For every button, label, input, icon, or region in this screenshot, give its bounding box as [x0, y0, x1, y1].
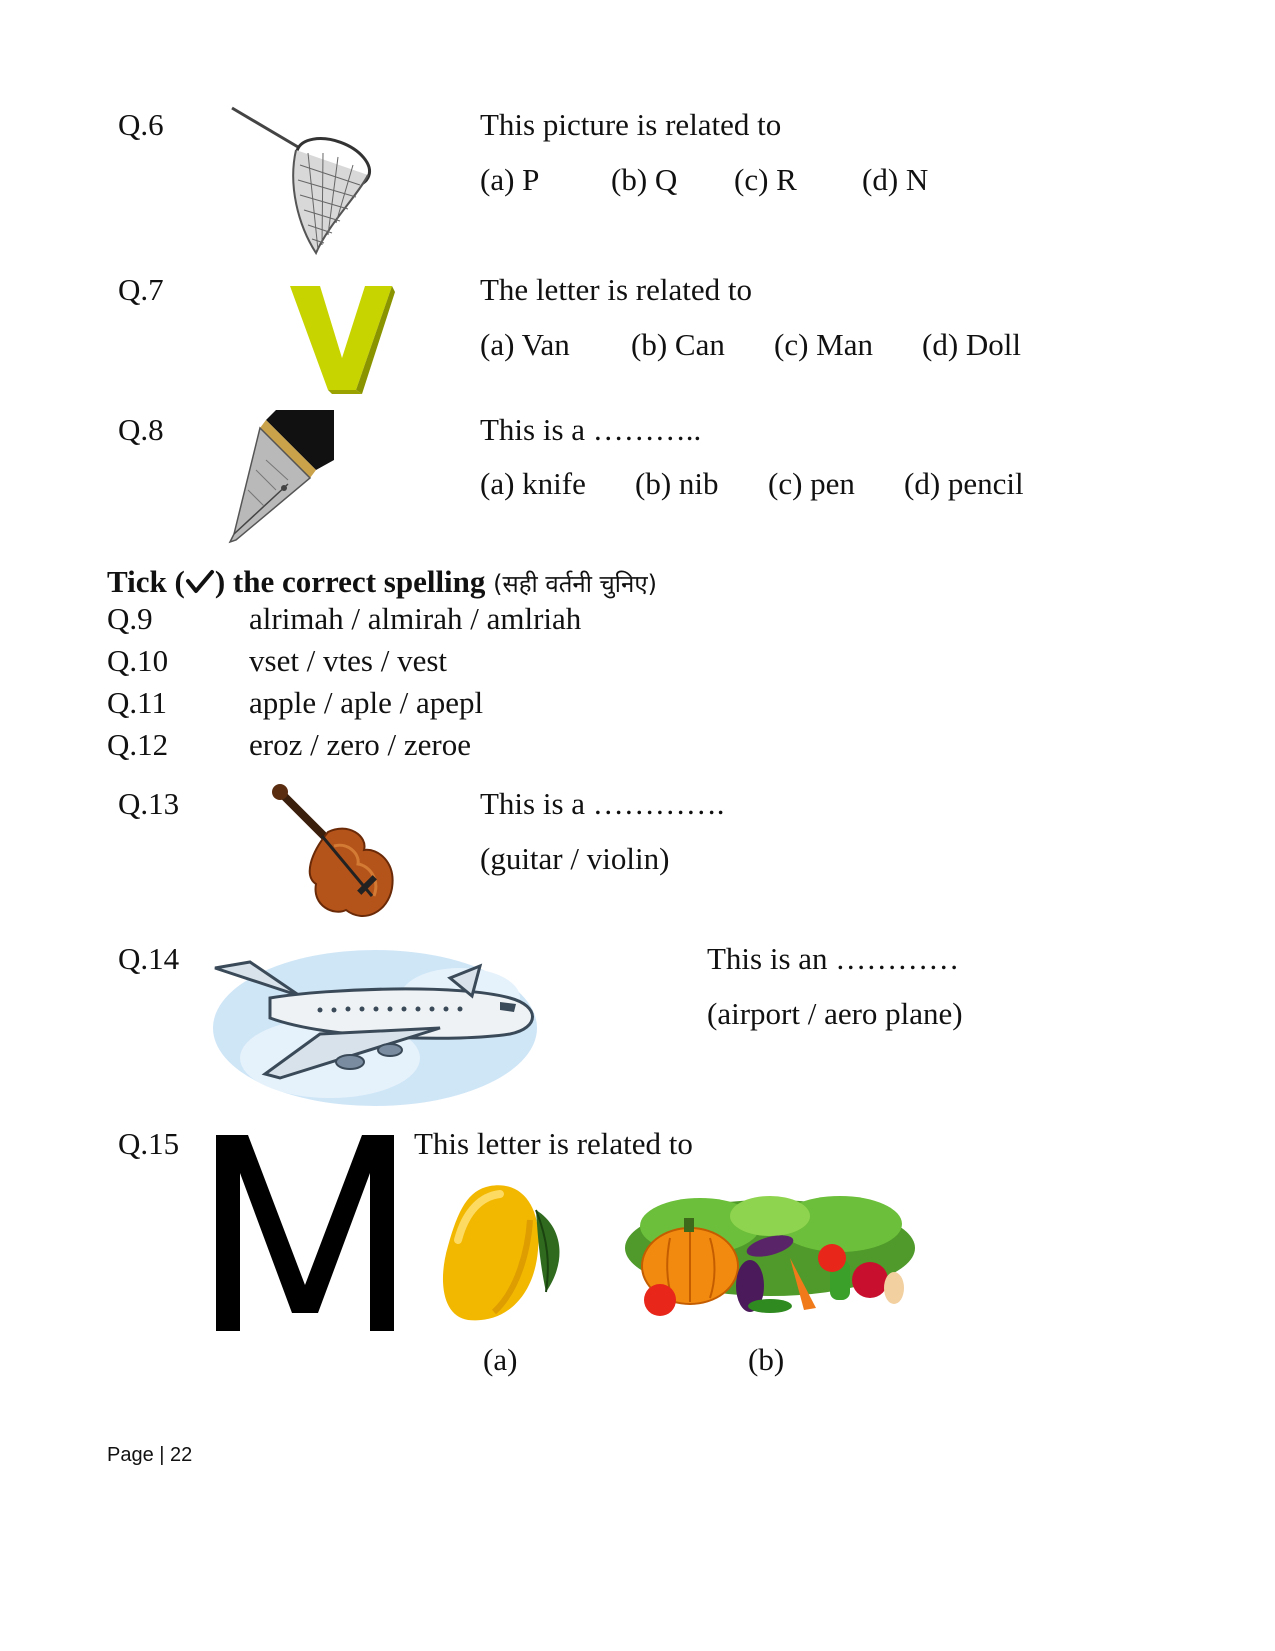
- page-label: Page: [107, 1444, 154, 1466]
- page-separator: |: [159, 1444, 165, 1466]
- heading-text-end: ) the correct spelling: [214, 564, 486, 599]
- options-row: [480, 162, 928, 198]
- spelling-number: Q.12: [107, 727, 169, 762]
- page-number: 22: [170, 1444, 193, 1466]
- question-number: Q.14: [118, 941, 180, 976]
- heading-text-start: Tick (: [107, 564, 185, 599]
- question-prompt: This is a ………….: [480, 786, 725, 821]
- option-b[interactable]: (b) nib: [635, 466, 719, 501]
- spelling-number: Q.11: [107, 685, 167, 720]
- spelling-heading: [107, 563, 657, 603]
- question-number: Q.15: [118, 1126, 180, 1161]
- spelling-number: Q.9: [107, 601, 153, 636]
- aeroplane-icon: [210, 938, 540, 1108]
- option-c[interactable]: (c) Man: [774, 327, 873, 362]
- spelling-choices[interactable]: eroz / zero / zeroe: [249, 727, 472, 762]
- options-row: [480, 466, 1024, 502]
- vegetables-icon[interactable]: [620, 1188, 918, 1318]
- option-d[interactable]: (d) N: [862, 162, 929, 197]
- question-number: Q.13: [118, 786, 180, 821]
- letter-v-graphic: [290, 282, 395, 394]
- letter-m-graphic: [216, 1135, 394, 1331]
- spelling-choices[interactable]: apple / aple / apepl: [249, 685, 484, 720]
- option-a-label[interactable]: (a): [483, 1342, 518, 1377]
- spelling-choices[interactable]: vset / vtes / vest: [249, 643, 448, 678]
- option-b[interactable]: (b) Q: [611, 162, 678, 197]
- fishing-net-icon: [228, 105, 373, 257]
- answer-choices[interactable]: (guitar / violin): [480, 841, 670, 876]
- option-b[interactable]: (b) Can: [631, 327, 725, 362]
- option-d[interactable]: (d) Doll: [922, 327, 1022, 362]
- question-prompt: This is an …………: [707, 941, 960, 976]
- option-d[interactable]: (d) pencil: [904, 466, 1024, 501]
- question-prompt: The letter is related to: [480, 272, 752, 307]
- spelling-number: Q.10: [107, 643, 169, 678]
- page-footer: [107, 1444, 192, 1467]
- check-mark-icon: [185, 569, 215, 595]
- options-row: [480, 327, 1021, 363]
- option-c[interactable]: (c) R: [734, 162, 797, 197]
- question-number: Q.8: [118, 412, 164, 447]
- question-prompt: This is a ………..: [480, 412, 702, 447]
- question-prompt: This letter is related to: [414, 1126, 693, 1161]
- option-c[interactable]: (c) pen: [768, 466, 855, 501]
- question-number: Q.7: [118, 272, 164, 307]
- violin-icon: [268, 784, 413, 924]
- answer-choices[interactable]: (airport / aero plane): [707, 996, 963, 1031]
- question-number: Q.6: [118, 107, 164, 142]
- option-a[interactable]: (a) Van: [480, 327, 570, 362]
- spelling-choices[interactable]: alrimah / almirah / amlriah: [249, 601, 582, 636]
- option-a[interactable]: (a) knife: [480, 466, 586, 501]
- option-a[interactable]: (a) P: [480, 162, 540, 197]
- mango-icon[interactable]: [438, 1180, 566, 1326]
- question-prompt: This picture is related to: [480, 107, 782, 142]
- heading-hindi: (सही वर्तनी चुनिए): [493, 570, 657, 598]
- option-b-label[interactable]: (b): [748, 1342, 785, 1377]
- fountain-pen-nib-icon: [226, 410, 336, 545]
